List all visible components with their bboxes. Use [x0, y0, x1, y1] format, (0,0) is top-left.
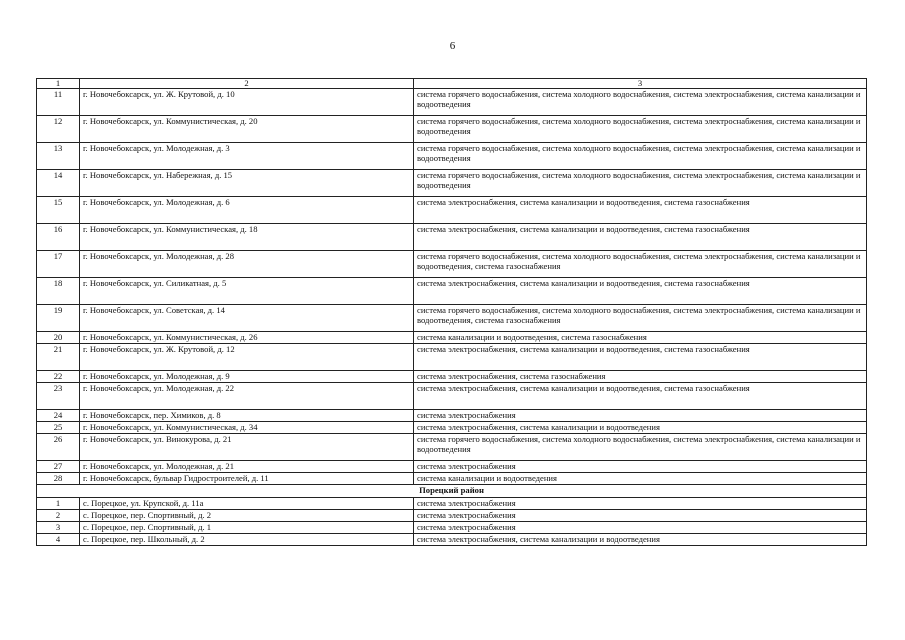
row-systems: система электроснабжения, система газоснабжения — [414, 371, 867, 383]
row-systems: система горячего водоснабжения, система холодного водоснабжения, система электроснабжения, система канализации и водоотведения — [414, 170, 867, 197]
table-row — [37, 89, 867, 116]
row-address: г. Новочебоксарск, ул. Ж. Крутовой, д. 12 — [80, 344, 414, 371]
table-row — [37, 498, 867, 510]
row-number: 18 — [37, 278, 80, 305]
table-row — [37, 422, 867, 434]
table-row — [37, 522, 867, 534]
row-systems: система электроснабжения, система канализации и водоотведения, система газоснабжения — [414, 383, 867, 410]
row-number: 16 — [37, 224, 80, 251]
column-header: 3 — [414, 79, 867, 89]
table-row — [37, 332, 867, 344]
row-systems: система канализации и водоотведения — [414, 473, 867, 485]
section-header-row — [37, 485, 867, 498]
row-number: 12 — [37, 116, 80, 143]
row-systems: система электроснабжения, система канализации и водоотведения, система газоснабжения — [414, 278, 867, 305]
row-address: с. Порецкое, ул. Крупской, д. 11а — [80, 498, 414, 510]
row-number: 15 — [37, 197, 80, 224]
column-header: 1 — [37, 79, 80, 89]
row-number: 17 — [37, 251, 80, 278]
column-header: 2 — [80, 79, 414, 89]
row-systems: система электроснабжения — [414, 522, 867, 534]
section-title: Порецкий район — [37, 485, 867, 498]
table-row — [37, 197, 867, 224]
table-header-row — [37, 79, 867, 89]
table-row — [37, 305, 867, 332]
row-address: г. Новочебоксарск, пер. Химиков, д. 8 — [80, 410, 414, 422]
table-row — [37, 344, 867, 371]
row-number: 13 — [37, 143, 80, 170]
row-address: г. Новочебоксарск, ул. Коммунистическая, д. 26 — [80, 332, 414, 344]
row-systems: система электроснабжения, система канализации и водоотведения — [414, 534, 867, 546]
row-number: 4 — [37, 534, 80, 546]
row-address: г. Новочебоксарск, ул. Молодежная, д. 28 — [80, 251, 414, 278]
row-systems: система электроснабжения, система канализации и водоотведения, система газоснабжения — [414, 197, 867, 224]
row-systems: система электроснабжения — [414, 461, 867, 473]
row-systems: система горячего водоснабжения, система холодного водоснабжения, система электроснабжения, система канализации и водоотведения — [414, 434, 867, 461]
table-row — [37, 461, 867, 473]
row-systems: система электроснабжения — [414, 410, 867, 422]
table-row — [37, 383, 867, 410]
table-row — [37, 116, 867, 143]
row-systems: система горячего водоснабжения, система холодного водоснабжения, система электроснабжения, система канализации и водоотведения — [414, 143, 867, 170]
row-systems: система электроснабжения, система канализации и водоотведения — [414, 422, 867, 434]
row-number: 27 — [37, 461, 80, 473]
table-row — [37, 251, 867, 278]
row-number: 21 — [37, 344, 80, 371]
page-number: 6 — [449, 40, 456, 52]
row-number: 23 — [37, 383, 80, 410]
row-systems: система электроснабжения, система канализации и водоотведения, система газоснабжения — [414, 344, 867, 371]
row-systems: система горячего водоснабжения, система холодного водоснабжения, система электроснабжения, система канализации и водоотведения, система газоснабжения — [414, 251, 867, 278]
row-systems: система горячего водоснабжения, система холодного водоснабжения, система электроснабжения, система канализации и водоотведения — [414, 89, 867, 116]
row-number: 1 — [37, 498, 80, 510]
row-address: с. Порецкое, пер. Школьный, д. 2 — [80, 534, 414, 546]
row-systems: система канализации и водоотведения, система газоснабжения — [414, 332, 867, 344]
row-systems: система электроснабжения — [414, 498, 867, 510]
table-row — [37, 170, 867, 197]
row-number: 25 — [37, 422, 80, 434]
row-address: г. Новочебоксарск, ул. Молодежная, д. 9 — [80, 371, 414, 383]
row-address: г. Новочебоксарск, ул. Советская, д. 14 — [80, 305, 414, 332]
objects-table — [36, 78, 867, 546]
table-row — [37, 434, 867, 461]
row-number: 24 — [37, 410, 80, 422]
table-row — [37, 278, 867, 305]
row-address: г. Новочебоксарск, ул. Молодежная, д. 21 — [80, 461, 414, 473]
table-row — [37, 410, 867, 422]
row-address: г. Новочебоксарск, ул. Коммунистическая, д. 20 — [80, 116, 414, 143]
row-address: г. Новочебоксарск, бульвар Гидростроителей, д. 11 — [80, 473, 414, 485]
row-number: 11 — [37, 89, 80, 116]
row-systems: система электроснабжения — [414, 510, 867, 522]
table-row — [37, 224, 867, 251]
row-address: г. Новочебоксарск, ул. Коммунистическая, д. 18 — [80, 224, 414, 251]
row-systems: система горячего водоснабжения, система холодного водоснабжения, система электроснабжения, система канализации и водоотведения, система газоснабжения — [414, 305, 867, 332]
table-row — [37, 143, 867, 170]
table-row — [37, 510, 867, 522]
row-address: с. Порецкое, пер. Спортивный, д. 2 — [80, 510, 414, 522]
row-number: 2 — [37, 510, 80, 522]
table-row — [37, 534, 867, 546]
row-systems: система горячего водоснабжения, система холодного водоснабжения, система электроснабжения, система канализации и водоотведения — [414, 116, 867, 143]
table-row — [37, 473, 867, 485]
row-number: 22 — [37, 371, 80, 383]
table-row — [37, 371, 867, 383]
row-address: г. Новочебоксарск, ул. Молодежная, д. 6 — [80, 197, 414, 224]
row-address: г. Новочебоксарск, ул. Молодежная, д. 3 — [80, 143, 414, 170]
row-address: г. Новочебоксарск, ул. Молодежная, д. 22 — [80, 383, 414, 410]
row-number: 28 — [37, 473, 80, 485]
row-number: 3 — [37, 522, 80, 534]
row-number: 19 — [37, 305, 80, 332]
row-systems: система электроснабжения, система канализации и водоотведения, система газоснабжения — [414, 224, 867, 251]
row-address: г. Новочебоксарск, ул. Набережная, д. 15 — [80, 170, 414, 197]
row-number: 20 — [37, 332, 80, 344]
row-address: с. Порецкое, пер. Спортивный, д. 1 — [80, 522, 414, 534]
row-number: 14 — [37, 170, 80, 197]
row-address: г. Новочебоксарск, ул. Силикатная, д. 5 — [80, 278, 414, 305]
row-address: г. Новочебоксарск, ул. Ж. Крутовой, д. 10 — [80, 89, 414, 116]
row-address: г. Новочебоксарск, ул. Коммунистическая, д. 34 — [80, 422, 414, 434]
row-address: г. Новочебоксарск, ул. Винокурова, д. 21 — [80, 434, 414, 461]
row-number: 26 — [37, 434, 80, 461]
